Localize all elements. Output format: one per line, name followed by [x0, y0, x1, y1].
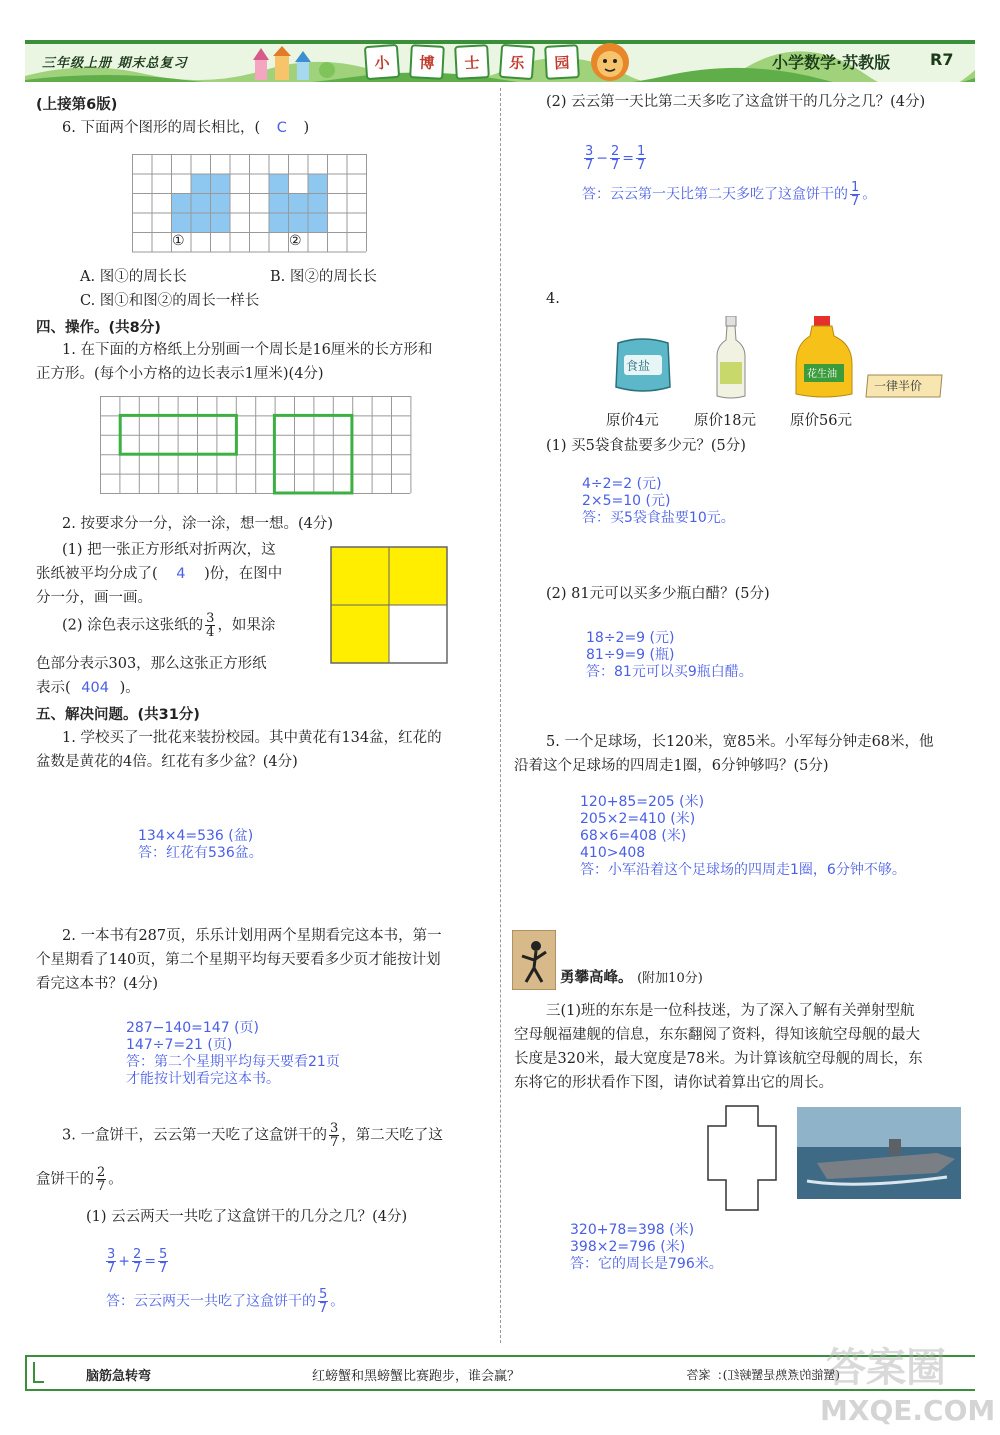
s4-q2-2a: [62, 612, 275, 639]
climber-photo: [512, 930, 556, 990]
answer-text: 答：云云两天一共吃了这盒饼干的: [106, 1293, 316, 1310]
s5-q1-line1: 1. 学校买了一批花来装扮校园。其中黄花有134盆，红花的: [62, 730, 442, 746]
s5-q3-sub2-equation: [582, 145, 648, 172]
footer-question: 红螃蟹和黑螃蟹比赛跑步，谁会赢？: [312, 1369, 521, 1384]
q5-solution-4: 410>408: [580, 845, 646, 861]
three-quarters-fraction: [205, 612, 215, 639]
fraction-denominator: 7: [637, 158, 646, 173]
bonus-line1: 三(1)班的东东是一位科技迷，为了深入了解有关弹射型航: [546, 1003, 915, 1019]
q6-stem: [62, 116, 309, 140]
q5-solution-3: 68×6=408 (米): [580, 828, 687, 844]
castle-illustration: [245, 46, 345, 80]
shaded-cell: [191, 213, 211, 233]
sale-sign-text: 一律半价: [874, 379, 923, 393]
header-grade-label: 三年级上册 期末总复习: [42, 56, 188, 71]
fraction-denominator: 7: [133, 1261, 142, 1276]
header-tile-4: 乐: [499, 44, 535, 80]
fraction-1-7: [636, 145, 646, 172]
aircraft-carrier-photo: [797, 1107, 961, 1199]
shaded-cell: [171, 213, 191, 233]
lion-mascot-icon: [585, 40, 635, 84]
shaded-cell: [210, 193, 230, 213]
footer-answer: (蟹能的煮熟是蟹螃红)：案答: [686, 1368, 840, 1382]
watermark-site: MXQE.COM: [820, 1394, 996, 1427]
footer-corner-icon: [30, 1360, 48, 1386]
s5-q2-line2: 个星期看了140页，第二个星期平均每天要看多少页才能按计划: [36, 952, 441, 968]
q5-line2: 沿着这个足球场的四周走1圈，6分钟够吗？(5分): [514, 758, 829, 774]
q5-solution-1: 120+85=205 (米): [580, 794, 705, 810]
bonus-title: [560, 966, 703, 987]
header-tile-1: 小: [364, 44, 400, 80]
header-page-code: R7: [930, 50, 954, 69]
folded-square-paper: [330, 546, 448, 664]
equals-sign: =: [144, 1253, 157, 1270]
s5-q2-solution-3: 答：第二个星期平均每天要看21页: [126, 1054, 340, 1070]
fraction-5-7: [158, 1248, 168, 1275]
s5-q1-solution-2: 答：红花有536盆。: [138, 845, 263, 861]
footer-label: 脑筋急转弯: [86, 1369, 152, 1384]
s5-q3-line1-pre: 3. 一盒饼干，云云第一天吃了这盒饼干的: [62, 1127, 327, 1144]
fraction-numerator: 2: [611, 144, 620, 159]
fraction-denominator: 4: [206, 625, 215, 640]
shaded-cell: [269, 174, 289, 194]
salt-bag-label: 食盐: [626, 359, 651, 373]
oil-bottle-label: 花生油: [807, 369, 837, 380]
shaded-cell: [288, 193, 308, 213]
oil-bottle-icon: [792, 316, 856, 400]
s4-q2-2a-pre: (2) 涂色表示这张纸的: [62, 617, 204, 634]
q4-sub1: (1) 买5袋食盐要多少元？(5分): [546, 438, 746, 454]
bonus-points: (附加10分): [637, 971, 703, 986]
header-tile-3: 士: [454, 44, 490, 80]
s5-q2-solution-1: 287−140=147 (页): [126, 1020, 259, 1036]
watermark-top: 答案圈: [826, 1345, 946, 1391]
header-tile-5: 园: [544, 44, 580, 80]
s4-q1-line2: 正方形。(每个小方格的边长表示1厘米)(4分): [36, 366, 324, 382]
s4-q2-2b: 色部分表示303，那么这张正方形纸: [36, 656, 267, 672]
answer-period: 。: [862, 186, 877, 203]
fraction-denominator: 7: [329, 1135, 339, 1150]
plus-sign: +: [118, 1253, 131, 1270]
shaded-cell: [210, 213, 230, 233]
minus-sign: −: [596, 150, 609, 167]
fraction-numerator: 1: [637, 144, 646, 159]
q6-option-b: B. 图②的周长长: [270, 269, 377, 285]
fraction-numerator: 2: [133, 1247, 142, 1262]
q6-fig2-label: ②: [289, 233, 302, 249]
s5-q3-sub1: (1) 云云两天一共吃了这盒饼干的几分之几？(4分): [86, 1209, 408, 1225]
s4-q2-1a: (1) 把一张正方形纸对折两次，这: [62, 542, 276, 558]
s5-q3-sub2: (2) 云云第一天比第二天多吃了这盒饼干的几分之几？(4分): [546, 94, 926, 110]
header-subject: 小学数学·苏教版: [772, 53, 891, 72]
s5-q3-line1-post: ，第二天吃了这: [341, 1127, 443, 1144]
s5-q2-solution-4: 才能按计划看完这本书。: [126, 1071, 280, 1087]
s5-q3-sub2-answer: [582, 181, 876, 208]
fraction-numerator: 3: [206, 611, 215, 626]
fraction-numerator: 5: [319, 1287, 328, 1302]
q6-stem-text: 6. 下面两个图形的周长相比，(: [62, 120, 261, 136]
section5-title: 五、解决问题。(共31分): [36, 707, 200, 723]
fraction-denominator: 7: [159, 1261, 168, 1276]
s4-q2-1b-pre: 张纸被平均分成了(: [36, 566, 158, 582]
q5-line1: 5. 一个足球场，长120米，宽85米。小军每分钟走68米，他: [546, 734, 934, 750]
q4-sub1-solution-1: 4÷2=2 (元): [582, 476, 662, 492]
s4-q2-1b: [36, 562, 282, 586]
fraction-numerator: 3: [329, 1121, 339, 1136]
q4-number: 4.: [546, 291, 560, 307]
q4-sub2-solution-2: 81÷9=9 (瓶): [586, 647, 675, 663]
fraction-2-7: [96, 1166, 106, 1193]
fraction-1-7: [850, 181, 860, 208]
bonus-title-text: 勇攀高峰。: [560, 970, 633, 986]
q6-option-c: C. 图①和图②的周长一样长: [80, 293, 260, 309]
s4-q2-title: 2. 按要求分一分，涂一涂，想一想。(4分): [62, 516, 333, 532]
bonus-solution-1: 320+78=398 (米): [570, 1222, 695, 1238]
q6-answer: C: [276, 120, 287, 136]
price-oil: 原价56元: [790, 413, 852, 429]
s4-q2-1b-answer: 4: [176, 566, 186, 582]
continued-note: (上接第6版): [36, 97, 118, 113]
fraction-2-7: [132, 1248, 142, 1275]
q6-grid-figure: [132, 154, 368, 254]
shaded-cell: [269, 193, 289, 213]
s5-q1-line2: 盆数是黄花的4倍。红花有多少盆？(4分): [36, 754, 298, 770]
fraction-denominator: 7: [851, 194, 860, 209]
bonus-line4: 东将它的形状看作下图，请你试着算出它的周长。: [514, 1075, 833, 1091]
s4-q2-2c-post: )。: [119, 680, 140, 696]
fraction-denominator: 7: [107, 1261, 116, 1276]
s5-q3-sub1-answer: [106, 1288, 344, 1315]
s4-q2-2c-pre: 表示(: [36, 680, 71, 696]
q5-solution-5: 答：小军沿着这个足球场的四周走1圈，6分钟不够。: [580, 862, 906, 878]
q6-close: ): [303, 120, 310, 136]
fraction-3-7: [329, 1122, 339, 1149]
shaded-cell: [191, 174, 211, 194]
shaded-cell: [308, 174, 328, 194]
vinegar-bottle-icon: [714, 316, 748, 400]
shaded-cell: [288, 213, 308, 233]
equals-sign: =: [622, 150, 635, 167]
s4-q2-1b-post: )份，在图中: [204, 566, 283, 582]
header-tile-2: 博: [409, 44, 445, 80]
bonus-line2: 空母舰福建舰的信息，东东翻阅了资料，得知该航空母舰的最大: [514, 1027, 920, 1043]
fraction-denominator: 7: [319, 1301, 328, 1316]
carrier-outline-shape: [704, 1104, 780, 1214]
bonus-solution-2: 398×2=796 (米): [570, 1239, 686, 1255]
s5-q3-line2-post: 。: [108, 1171, 123, 1188]
s4-q1-line1: 1. 在下面的方格纸上分别画一个周长是16厘米的长方形和: [62, 342, 433, 358]
s4-q2-1c: 分一分，画一画。: [36, 590, 152, 606]
answer-text: 答：云云第一天比第二天多吃了这盒饼干的: [582, 186, 848, 203]
bonus-solution-3: 答：它的周长是796米。: [570, 1256, 723, 1272]
bonus-line3: 长度是320米，最大宽度是78米。为计算该航空母舰的周长，东: [514, 1051, 923, 1067]
answer-period: 。: [330, 1293, 345, 1310]
price-vinegar: 原价18元: [694, 413, 756, 429]
fraction-3-7: [106, 1248, 116, 1275]
q4-sub2-solution-1: 18÷2=9 (元): [586, 630, 675, 646]
shaded-cell: [210, 174, 230, 194]
fraction-2-7: [610, 145, 620, 172]
fraction-numerator: 2: [97, 1165, 106, 1180]
s4-q1-grid-paper: [100, 396, 414, 496]
s5-q2-solution-2: 147÷7=21 (页): [126, 1037, 233, 1053]
s5-q3-line2-pre: 盒饼干的: [36, 1171, 94, 1188]
q6-fig1-label: ①: [172, 233, 185, 249]
fraction-numerator: 3: [585, 144, 594, 159]
fraction-numerator: 5: [159, 1247, 168, 1262]
q4-sub1-solution-3: 答：买5袋食盐要10元。: [582, 510, 735, 526]
fraction-denominator: 7: [585, 158, 594, 173]
shaded-cell: [308, 213, 328, 233]
q4-sub1-solution-2: 2×5=10 (元): [582, 493, 671, 509]
s5-q3-line2: [36, 1166, 123, 1193]
s4-q2-2c: [36, 676, 140, 700]
section4-title: 四、操作。(共8分): [36, 320, 161, 336]
s5-q3-line1: [62, 1122, 443, 1149]
s5-q2-line3: 看完这本书？(4分): [36, 976, 159, 992]
s5-q1-solution-1: 134×4=536 (盆): [138, 828, 254, 844]
s5-q3-sub1-equation: [104, 1248, 170, 1275]
shaded-cell: [308, 193, 328, 213]
s4-q2-2a-post: ，如果涂: [217, 617, 276, 634]
shaded-cell: [171, 193, 191, 213]
s4-q2-2c-answer: 404: [81, 680, 109, 696]
q4-sub2-solution-3: 答：81元可以买9瓶白醋。: [586, 664, 753, 680]
fraction-denominator: 7: [97, 1179, 106, 1194]
fraction-numerator: 3: [107, 1247, 116, 1262]
shaded-cell: [269, 213, 289, 233]
column-divider: [500, 88, 501, 1343]
fraction-denominator: 7: [611, 158, 620, 173]
price-salt: 原价4元: [606, 413, 659, 429]
q6-option-a: A. 图①的周长长: [80, 269, 187, 285]
fraction-5-7: [318, 1288, 328, 1315]
shaded-cell: [191, 193, 211, 213]
q5-solution-2: 205×2=410 (米): [580, 811, 696, 827]
fraction-numerator: 1: [851, 180, 860, 195]
s5-q2-line1: 2. 一本书有287页，乐乐计划用两个星期看完这本书，第一: [62, 928, 442, 944]
fraction-3-7: [584, 145, 594, 172]
q4-sub2: (2) 81元可以买多少瓶白醋？(5分): [546, 586, 770, 602]
